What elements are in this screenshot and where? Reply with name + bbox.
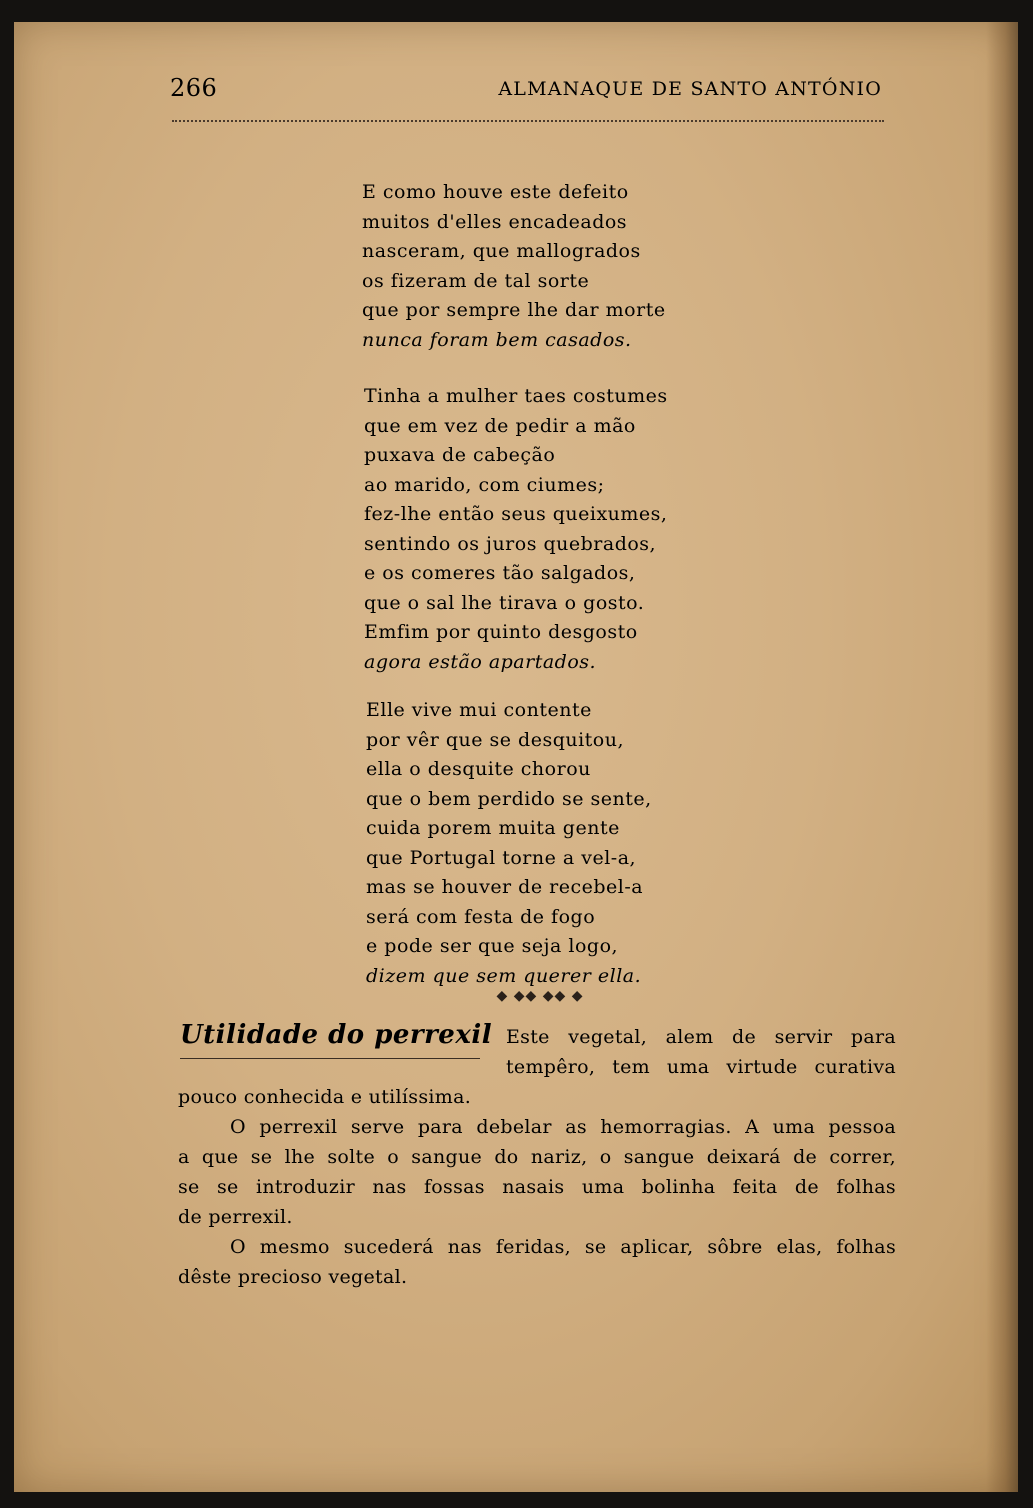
article-line: de perrexil. [178,1206,293,1228]
poem-refrain-line: dizem que sem querer ella. [366,964,642,987]
article-line: dêste precioso vegetal. [178,1266,408,1288]
poem-stanza-3 [366,696,746,991]
article-lead-lines [506,1022,896,1082]
poem-line: ella o desquite chorou [366,758,591,780]
poem-line: Tinha a mulher taes costumes [364,385,668,407]
article-line: Este vegetal, alem de servir para [506,1026,896,1048]
article-line: pouco conhecida e utilíssima. [178,1086,472,1108]
poem-line: cuida porem muita gente [366,817,620,839]
poem-line: mas se houver de recebel-a [366,876,644,898]
poem-line: que o bem perdido se sente, [366,787,652,810]
poem-line: fez-lhe então seus queixumes, [364,503,668,525]
poem-line: Elle vive mui contente [366,699,592,721]
poem-line: E como houve este defeito [362,181,629,203]
poem-line: ao marido, com ciumes; [364,473,605,496]
page-header [170,74,882,114]
article-line: tempêro, tem uma virtude curativa [506,1056,896,1078]
poem-line: puxava de cabeção [364,444,556,466]
poem-line: que o sal lhe tirava o gosto. [364,591,645,614]
poem-line: Emfim por quinto desgosto [364,621,638,643]
running-title: ALMANAQUE DE SANTO ANTÓNIO [498,78,882,100]
article-title-rule [180,1058,480,1059]
poem-line: que por sempre lhe dar morte [362,299,666,321]
article-line: se se introduzir nas fossas nasais uma bolinha feita de folhas [178,1176,896,1198]
page-number: 266 [170,74,218,102]
article-title: Utilidade do perrexil [180,1020,493,1050]
header-dotted-rule [172,120,884,122]
article-body [178,1082,896,1292]
poem-stanza-2 [364,382,744,677]
poem-line: por vêr que se desquitou, [366,728,625,751]
poem-refrain-line: nunca foram bem casados. [362,328,632,351]
poem-stanza-1 [362,178,742,355]
poem-line: nasceram, que mallogrados [362,240,641,262]
article-line: O perrexil serve para debelar as hemorragias. A uma pessoa [230,1116,896,1138]
section-ornament: ◆ ◆◆ ◆◆ ◆ [496,988,584,1004]
page-fold-shadow [986,22,1018,1492]
article-line: a que se lhe solte o sangue do nariz, o sangue deixará de correr, [178,1146,896,1168]
poem-line: que em vez de pedir a mão [364,414,636,437]
poem-line: que Portugal torne a vel-a, [366,846,637,869]
poem-line: e os comeres tão salgados, [364,562,636,584]
poem-line: e pode ser que seja logo, [366,935,619,957]
poem-line: os fizeram de tal sorte [362,269,590,292]
poem-line: muitos d'elles encadeados [362,210,628,233]
poem-refrain-line: agora estão apartados. [364,650,597,673]
poem-line: sentindo os juros quebrados, [364,532,657,555]
article-line: O mesmo sucederá nas feridas, se aplicar, sôbre elas, folhas [230,1236,896,1258]
poem-line: será com festa de fogo [366,905,596,928]
